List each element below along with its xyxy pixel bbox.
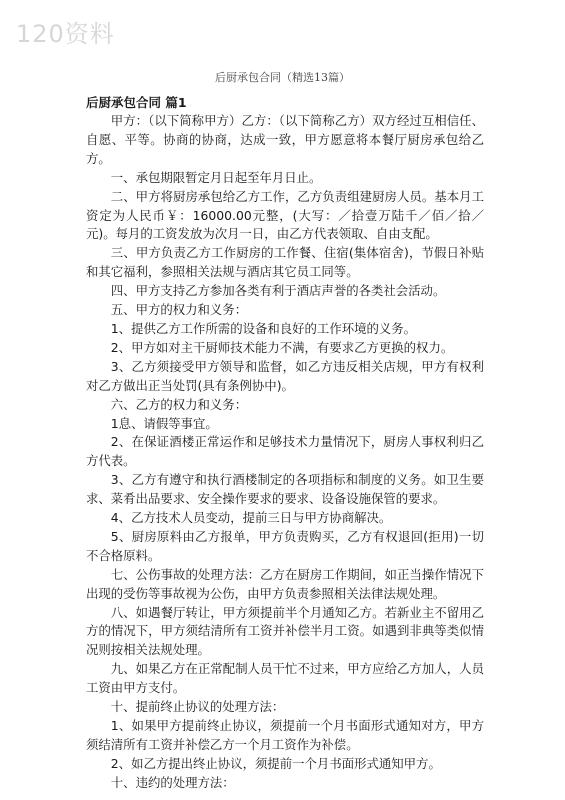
clause-5-heading: 五、甲方的权力和义务： — [110, 302, 248, 318]
clause-6-item-4: 4、乙方技术人员变动，提前三日与甲方协商解决。 — [110, 510, 392, 526]
clause-1: 一、承包期限暂定月日起至年月日止。 — [110, 169, 322, 185]
document-header: 后厨承包合同（精选13篇） — [215, 71, 350, 84]
clause-9: 九、如果乙方在正常配制人员干忙不过来，甲方应给乙方加人，人员工资由甲方支付。 — [86, 661, 484, 696]
clause-10-heading: 十、提前终止协议的处理方法： — [110, 699, 285, 715]
clause-6-item-3: 3、乙方有遵守和执行酒楼制定的各项指标和制度的义务。如卫生要求、菜肴出品要求、安全操作要求的要求、设备设施保管的要求。 — [86, 472, 484, 507]
clause-6-item-1: 1息、请假等事宜。 — [110, 415, 218, 431]
section-title: 后厨承包合同 篇1 — [86, 95, 187, 110]
clause-6-item-5: 5、厨房原料由乙方报单，甲方负责购买，乙方有权退回(拒用)一切不合格原料。 — [86, 528, 484, 563]
clause-5-item-1: 1、提供乙方工作所需的设备和良好的工作环境的义务。 — [110, 320, 417, 336]
clause-6-item-2: 2、在保证酒楼正常运作和足够技术力量情况下，厨房人事权利归乙方代表。 — [86, 434, 484, 469]
clause-10-item-2: 2、如乙方提出终止协议，须提前一个月书面形式通知甲方。 — [110, 755, 441, 771]
clause-3: 三、甲方负责乙方工作厨房的工作餐、住宿(集体宿舍)，节假日补贴和其它福利，参照相关法规与酒店其它员工同等。 — [86, 245, 484, 280]
clause-6-heading: 六、乙方的权力和义务： — [110, 396, 248, 412]
clause-7: 七、公伤事故的处理方法：乙方在厨房工作期间，如正当操作情况下出现的受伤等事故视为公伤，由甲方负责参照相关法律法规处理。 — [86, 566, 484, 601]
watermark-logo: 120资料 — [16, 20, 115, 48]
clause-5-item-2: 2、甲方如对主干厨师技术能力不满，有要求乙方更换的权力。 — [110, 339, 454, 355]
document-body — [86, 94, 484, 793]
paragraph-intro: 甲方：（以下简称甲方）乙方：（以下简称乙方）双方经过互相信任、自愿、平等。协商的协商，达成一致，甲方愿意将本餐厅厨房承包给乙方。 — [86, 113, 484, 166]
clause-11-heading: 十、违约的处理方法： — [110, 774, 235, 790]
clause-10-item-1: 1、如果甲方提前终止协议，须提前一个月书面形式通知对方，甲方须结清所有工资并补偿乙方一个月工资作为补偿。 — [86, 718, 484, 752]
clause-8: 八、如遇餐厅转让，甲方须提前半个月通知乙方。若新业主不留用乙方的情况下，甲方须结清所有工资并补偿半月工资。如遇到非典等类似情况则按相关法规处理。 — [86, 604, 484, 658]
clause-2: 二、甲方将厨房承包给乙方工作，乙方负责组建厨房人员。基本月工资定为人民币￥：16000.00元整，(大写：／拾壹万陆千／佰／拾／元)。每月的工资发放为次月一日，由乙方代表领取、自由支配。 — [86, 188, 484, 242]
clause-4: 四、甲方支持乙方参加各类有利于酒店声誉的各类社会活动。 — [110, 283, 446, 299]
clause-5-item-3: 3、乙方须接受甲方领导和监督，如乙方违反相关店规，甲方有权利对乙方做出正当处罚(具有条例协中)。 — [86, 358, 484, 393]
